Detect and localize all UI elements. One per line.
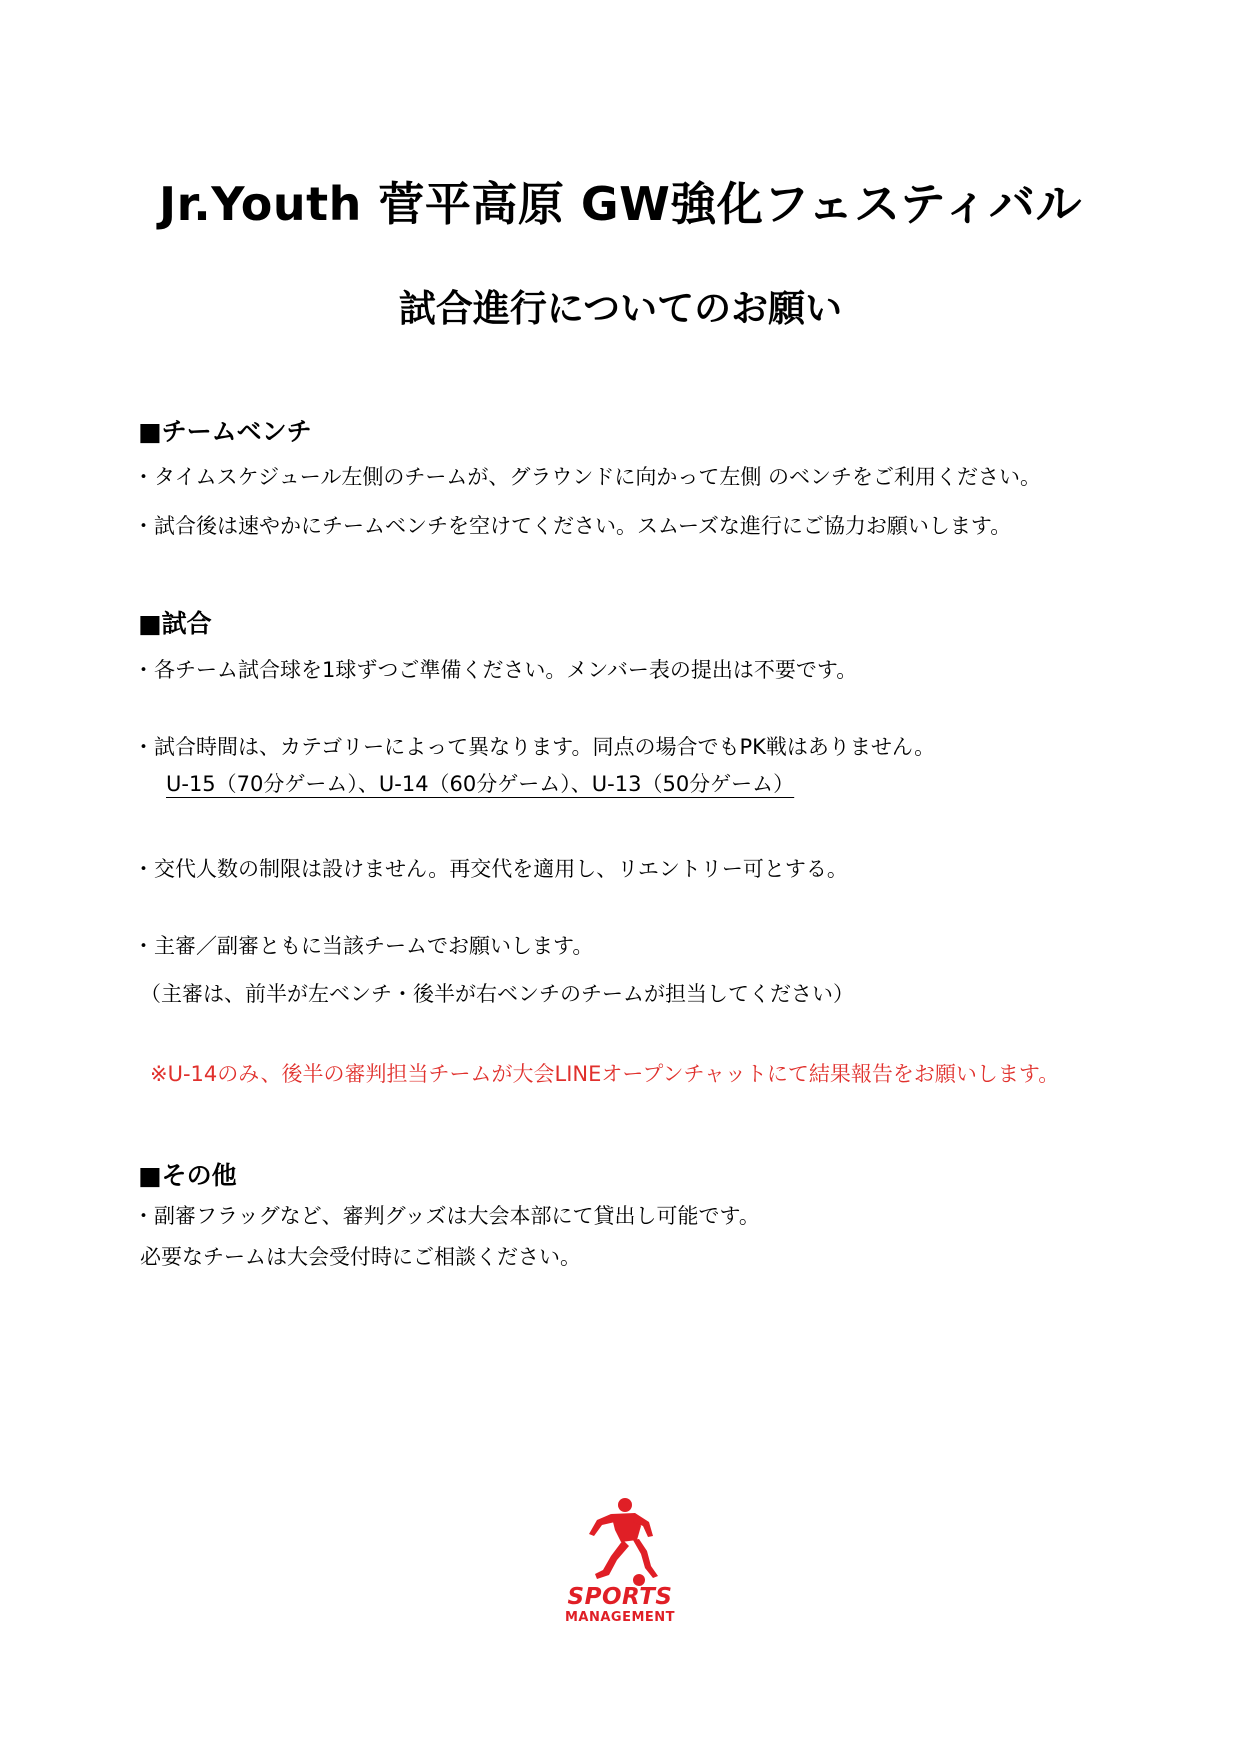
logo-text-sports: SPORTS bbox=[567, 1584, 673, 1610]
match-line-ball: ・各チーム試合球を1球ずつご準備ください。メンバー表の提出は不要です。 bbox=[133, 658, 858, 682]
match-line-referee: ・主審／副審ともに当該チームでお願いします。 bbox=[133, 934, 594, 958]
document-title: Jr.Youth 菅平高原 GW強化フェスティバル bbox=[158, 177, 1083, 231]
other-line-2: 必要なチームは大会受付時にご相談ください。 bbox=[140, 1245, 581, 1269]
match-line-time: ・試合時間は、カテゴリーによって異なります。同点の場合でもPK戦はありません。 bbox=[133, 735, 936, 759]
logo-text-management: MANAGEMENT bbox=[564, 1610, 676, 1625]
other-line-1: ・副審フラッグなど、審判グッズは大会本部にて貸出し可能です。 bbox=[133, 1204, 760, 1228]
match-line-categories: U-15（70分ゲーム）、U-14（60分ゲーム）、U-13（50分ゲーム） bbox=[166, 772, 795, 796]
document-subtitle: 試合進行についてのお願い bbox=[398, 287, 843, 330]
soccer-player-icon bbox=[545, 1496, 695, 1588]
section-heading-match: ■試合 bbox=[138, 609, 212, 638]
sports-management-logo bbox=[545, 1496, 695, 1626]
bench-line-1: ・タイムスケジュール左側のチームが、グラウンドに向かって左側 のベンチをご利用ください。 bbox=[133, 465, 1041, 489]
match-note-red: ※U-14のみ、後半の審判担当チームが大会LINEオープンチャットにて結果報告をお願いします。 bbox=[150, 1062, 1060, 1086]
match-line-substitution: ・交代人数の制限は設けません。再交代を適用し、リエントリー可とする。 bbox=[133, 857, 848, 881]
match-line-referee-note: （主審は、前半が左ベンチ・後半が右ベンチのチームが担当してください） bbox=[140, 982, 854, 1006]
bench-line-2: ・試合後は速やかにチームベンチを空けてください。スムーズな進行にご協力お願いします。 bbox=[133, 514, 1012, 538]
section-heading-other: ■その他 bbox=[138, 1161, 237, 1190]
section-heading-bench: ■チームベンチ bbox=[138, 417, 312, 446]
